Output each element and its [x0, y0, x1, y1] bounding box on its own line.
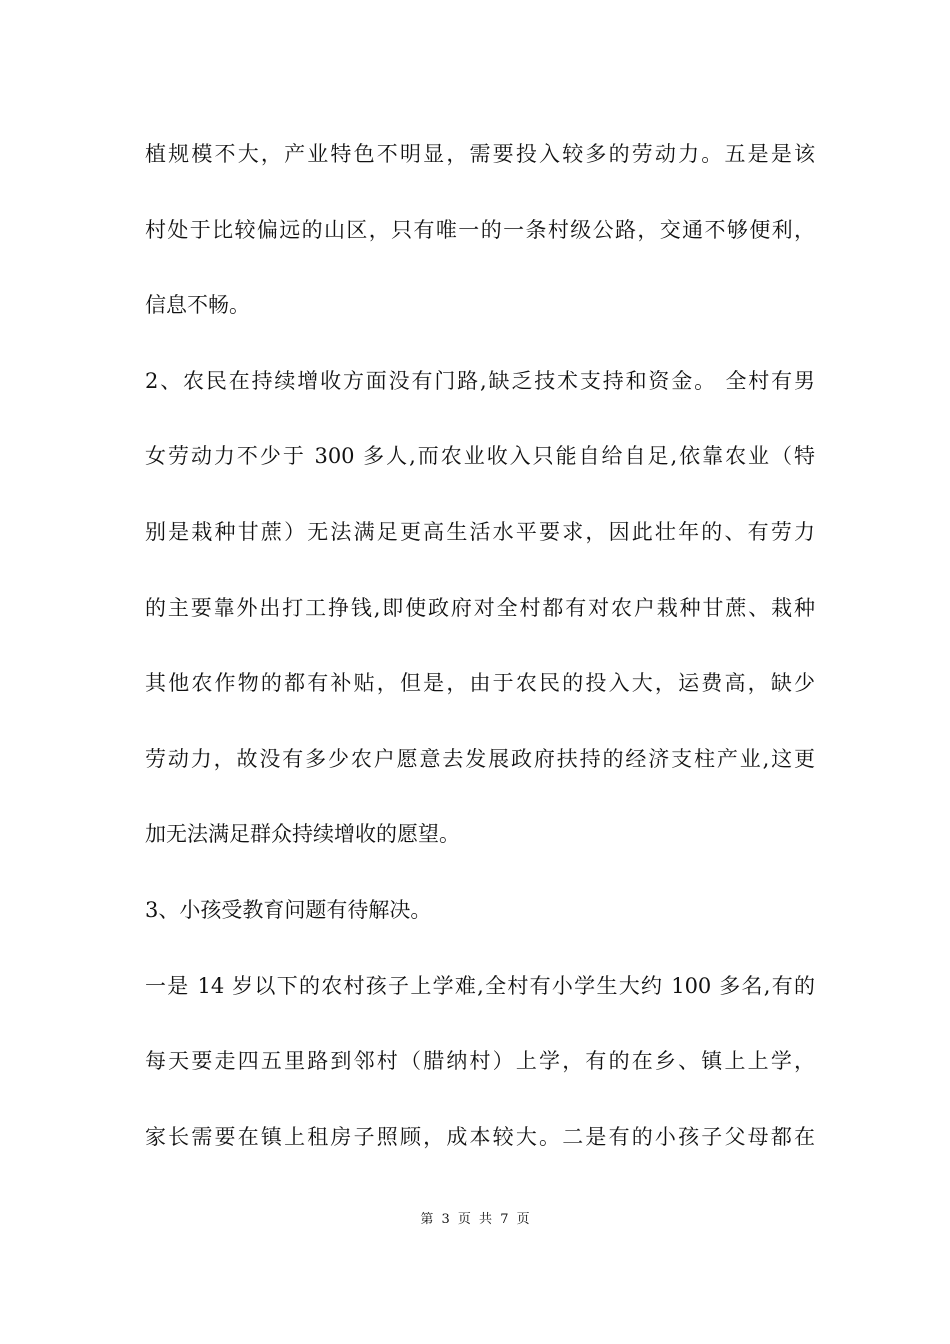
text-line: 劳动力，故没有多少农户愿意去发展政府扶持的经济支柱产业,这更	[145, 746, 815, 771]
document-body	[145, 134, 815, 1192]
text-line: 家长需要在镇上租房子照顾，成本较大。二是有的小孩子父母都在	[145, 1124, 815, 1149]
text-line: 其他农作物的都有补贴，但是，由于农民的投入大，运费高，缺少	[145, 671, 815, 696]
text-line: 加无法满足群众持续增收的愿望。	[145, 822, 460, 847]
text-line: 一是 14 岁以下的农村孩子上学难,全村有小学生大约 100 多名,有的	[145, 973, 815, 998]
text-line: 3、小孩受教育问题有待解决。	[145, 897, 432, 922]
text-line: 别是栽种甘蔗）无法满足更高生活水平要求，因此壮年的、有劳力	[145, 519, 815, 544]
text-line: 2、农民在持续增收方面没有门路,缺乏技术支持和资金。 全村有男	[145, 368, 815, 393]
text-line: 每天要走四五里路到邻村（腊纳村）上学，有的在乡、镇上上学，	[145, 1049, 815, 1074]
text-line: 女劳动力不少于 300 多人,而农业收入只能自给自足,依靠农业（特	[145, 444, 815, 469]
page-number-footer: 第 3 页 共 7 页	[420, 1212, 530, 1227]
text-line: 植规模不大，产业特色不明显，需要投入较多的劳动力。五是是该	[145, 142, 815, 166]
text-line: 信息不畅。	[145, 293, 250, 318]
text-line: 的主要靠外出打工挣钱,即使政府对全村都有对农户栽种甘蔗、栽种	[145, 595, 815, 620]
text-line: 村处于比较偏远的山区，只有唯一的一条村级公路，交通不够便利，	[145, 217, 815, 242]
